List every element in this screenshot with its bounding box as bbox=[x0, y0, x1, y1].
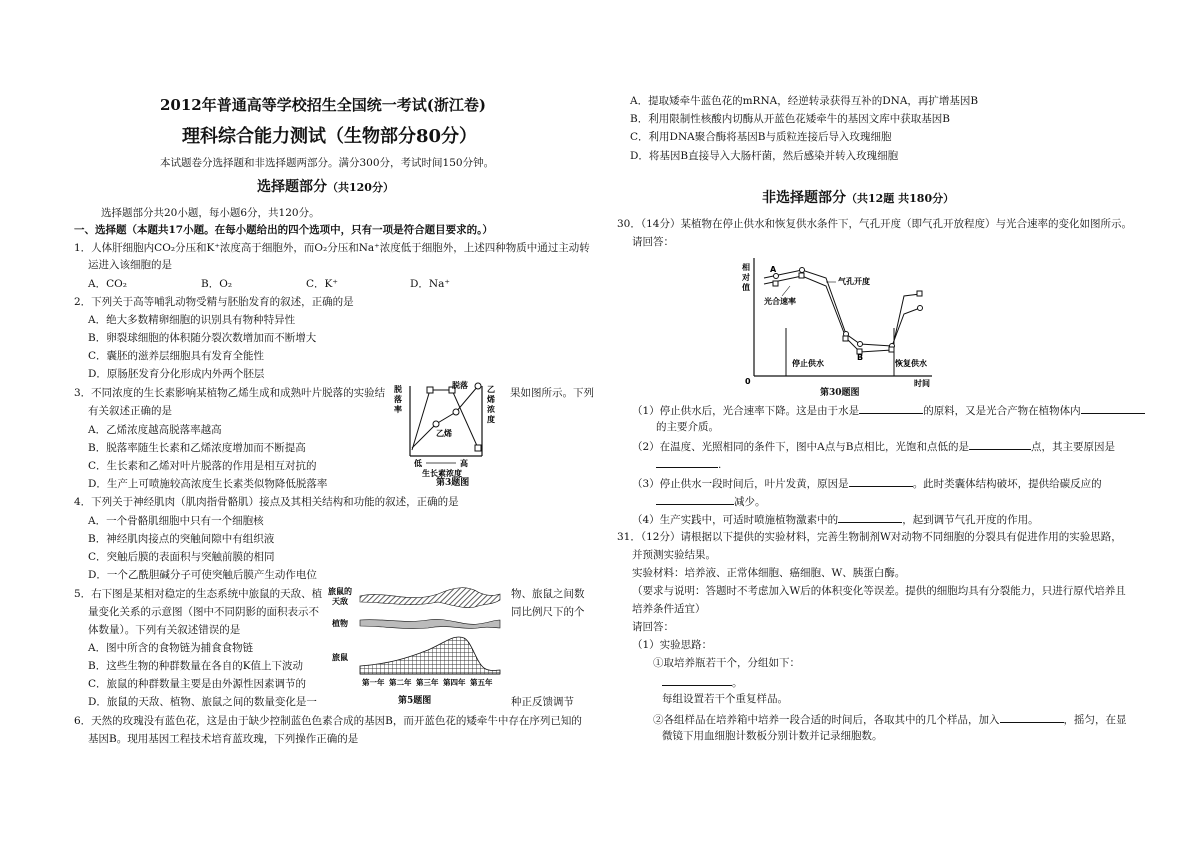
q31-stem-2: 并预测实验结果。 bbox=[632, 549, 716, 561]
section-points: （共120分） bbox=[327, 181, 394, 194]
q30-sub1-blank-1[interactable] bbox=[859, 402, 923, 414]
q6-stem-1: 6．天然的玫瑰没有蓝色花，这是由于缺少控制蓝色色素合成的基因B，而开蓝色花的矮牵牛中存在序列已知的 bbox=[74, 715, 582, 727]
q31-step1-blank[interactable] bbox=[662, 674, 732, 686]
q31-step2-line2: 微镜下用血细胞计数板分别计数并记录细胞数。 bbox=[662, 730, 883, 742]
q5-stem-3: 体数量）。下列有关叙述错误的是 bbox=[88, 624, 241, 636]
q2-stem: 2．下列关于高等哺乳动物受精与胚胎发育的叙述，正确的是 bbox=[74, 296, 354, 308]
q31-materials: 实验材料：培养液、正常体细胞、癌细胞、W、胰蛋白酶。 bbox=[632, 567, 906, 579]
fig30-label-stop: 停止供水 bbox=[792, 359, 824, 368]
fig3-ylabel-right-2: 烯 bbox=[487, 395, 495, 404]
fig30-label-resume: 恢复供水 bbox=[895, 359, 927, 368]
q3-option-a: A．乙烯浓度越高脱落率越高 bbox=[88, 424, 222, 436]
q30-sub1-line1 bbox=[632, 402, 1145, 418]
q5-option-a: A．图中所含的食物链为捕食食物链 bbox=[88, 642, 254, 654]
fig30-xlabel: 时间 bbox=[914, 379, 930, 388]
q4-option-b: B．神经肌肉接点的突触间隙中有组织液 bbox=[88, 533, 275, 545]
q31-step2-text-b: ，摇匀，在显 bbox=[1063, 714, 1127, 726]
q30-sub2-text-b: 点，其主要原因是 bbox=[1030, 441, 1115, 453]
q31-requirements-2: 培养条件适宜） bbox=[632, 603, 706, 615]
q6-option-c: C．利用DNA聚合酶将基因B与质粒连接后导入玫瑰细胞 bbox=[630, 131, 892, 143]
fig5-year-3: 第三年 bbox=[416, 678, 439, 687]
fig30-ylabel-1: 相 bbox=[742, 263, 750, 272]
q2-option-a: A．绝大多数精卵细胞的识别具有物种特异性 bbox=[88, 314, 296, 326]
fig5-band-lemming bbox=[360, 637, 500, 674]
q30-sub3-text-c: 减少。 bbox=[734, 496, 766, 508]
section-title-nonchoice: 非选择题部分 bbox=[762, 190, 846, 206]
q3-stem-2: 有关叙述正确的是 bbox=[88, 405, 172, 417]
fig5-year-4: 第四年 bbox=[443, 678, 466, 687]
q30-sub1-text-a: （1）停止供水后，光合速率下降。这是由于水是 bbox=[632, 405, 860, 417]
q3-stem-1-end: 果如图所示。下列 bbox=[510, 387, 594, 399]
q30-sub3-line2 bbox=[656, 493, 766, 509]
fig30-point-a: A bbox=[770, 265, 777, 274]
q30-sub2-text-a: （2）在温度、光照相同的条件下，图中A点与B点相比，光饱和点低的是 bbox=[632, 441, 969, 453]
fig5-band-plant bbox=[360, 619, 500, 628]
q30-sub2-line1 bbox=[632, 438, 1115, 454]
q3-option-b: B．脱落率随生长素和乙烯浓度增加而不断提高 bbox=[88, 442, 306, 454]
q5-stem-2-end: 同比例尺下的个 bbox=[511, 606, 585, 618]
part-one-heading: 一、选择题（本题共17小题。在每小题给出的四个选项中，只有一项是符合题目要求的。） bbox=[74, 224, 493, 236]
q30-sub1-text-b: 的原料，又是光合产物在植物体内 bbox=[923, 405, 1081, 417]
q4-stem: 4．下列关于神经肌肉（肌肉指骨骼肌）接点及其相关结构和功能的叙述，正确的是 bbox=[74, 496, 459, 508]
section-heading-nonchoice bbox=[762, 189, 954, 208]
fig5-band-enemy bbox=[360, 588, 500, 608]
fig3-curve-abscission bbox=[412, 390, 478, 450]
q6-option-d: D．将基因B直接导入大肠杆菌，然后感染并转入玫瑰细胞 bbox=[630, 150, 899, 162]
fig30-ylabel-3: 值 bbox=[742, 283, 750, 292]
q30-sub4-blank-1[interactable] bbox=[838, 511, 902, 523]
q5-option-d: D．旅鼠的天敌、植物、旅鼠之间的数量变化是一 bbox=[88, 696, 317, 708]
fig3-ylabel-left-1: 脱 bbox=[394, 385, 402, 394]
fig3-curve-label-ethylene: 乙烯 bbox=[436, 429, 452, 438]
q31-requirements-1: （要求与说明：答题时不考虑加入W后的体积变化等误差。提供的细胞均具有分裂能力，只进行原代培养且 bbox=[632, 585, 1126, 597]
figure-30 bbox=[742, 254, 942, 404]
fig5-year-1: 第一年 bbox=[362, 678, 385, 687]
q31-step2-text-a: ②各组样品在培养箱中培养一段合适的时间后，各取其中的几个样品，加入 bbox=[653, 714, 1000, 726]
q31-stem-1: 31．（12分）请根据以下提供的实验材料，完善生物制剂W对动物不同细胞的分裂具有促进作用的实验思路， bbox=[617, 531, 1122, 543]
figure-3 bbox=[390, 376, 508, 486]
figure-5 bbox=[328, 584, 508, 694]
fig5-label-enemy-1: 旅鼠的 bbox=[328, 587, 352, 596]
q30-sub4-text-a: （4）生产实践中，可适时喷施植物激素中的 bbox=[632, 514, 839, 526]
fig3-x-low: 低 bbox=[414, 459, 422, 468]
fig30-origin: 0 bbox=[745, 377, 751, 386]
q30-sub3-blank-1[interactable] bbox=[849, 475, 913, 487]
q5-stem-2: 量变化关系的示意图（图中不同阴影的面积表示不 bbox=[88, 606, 319, 618]
q6-option-a: A．提取矮牵牛蓝色花的mRNA，经逆转录获得互补的DNA，再扩增基因B bbox=[630, 95, 979, 107]
q30-stem-1: 30．（14分）某植物在停止供水和恢复供水条件下，气孔开度（即气孔开放程度）与光合速率的变化如图所示。 bbox=[617, 218, 1132, 230]
q31-step1-answer bbox=[662, 674, 743, 690]
fig5-caption: 第5题图 bbox=[398, 696, 432, 706]
fig30-ylabel-2: 对 bbox=[742, 273, 750, 282]
fig3-ylabel-right-1: 乙 bbox=[487, 385, 495, 394]
q4-option-d: D．一个乙酰胆碱分子可使突触后膜产生动作电位 bbox=[88, 569, 317, 581]
q30-sub2-blank-1[interactable] bbox=[969, 438, 1031, 450]
q3-option-d: D．生产上可喷施较高浓度生长素类似物降低脱落率 bbox=[88, 478, 328, 490]
q30-sub3-text-b: 。此时类囊体结构破坏，提供给碳反应的 bbox=[912, 478, 1102, 490]
q5-option-c: C．旅鼠的种群数量主要是由外源性因素调节的 bbox=[88, 678, 307, 690]
fig3-ylabel-left-2: 落 bbox=[394, 395, 402, 404]
section-title: 选择题部分 bbox=[257, 179, 327, 195]
fig5-year-5: 第五年 bbox=[470, 678, 493, 687]
choice-instruction: 选择题部分共20小题，每小题6分，共120分。 bbox=[101, 207, 320, 219]
q30-sub3-text-a: （3）停止供水一段时间后，叶片发黄，原因是 bbox=[632, 478, 849, 490]
q5-stem-1: 5．右下图是某相对稳定的生态系统中旅鼠的天敌、植 bbox=[74, 588, 323, 600]
q30-sub3-line1 bbox=[632, 475, 1102, 491]
q3-stem-1: 3．不同浓度的生长素影响某植物乙烯生成和成熟叶片脱落的实验结 bbox=[74, 387, 386, 399]
fig30-label-stomata: 气孔开度 bbox=[838, 277, 870, 286]
q4-option-a: A．一个骨骼肌细胞中只有一个细胞核 bbox=[88, 515, 264, 527]
q1-option-c: C．K⁺ bbox=[306, 278, 338, 290]
fig5-label-plant: 植物 bbox=[332, 619, 348, 628]
q1-option-d: D．Na⁺ bbox=[410, 278, 450, 290]
fig3-caption: 第3题图 bbox=[436, 478, 470, 488]
q31-step1: ①取培养瓶若干个，分组如下： bbox=[653, 657, 800, 669]
q30-sub4-text-b: ，起到调节气孔开度的作用。 bbox=[902, 514, 1039, 526]
q30-sub2-line2: . bbox=[656, 456, 721, 472]
fig30-label-photosynthesis: 光合速率 bbox=[764, 297, 796, 306]
q31-answer-prompt: 请回答： bbox=[632, 621, 674, 633]
fig30-point-b: B bbox=[857, 353, 864, 362]
q1-stem-2: 运进入该细胞的是 bbox=[88, 259, 172, 271]
q31-step2-line1 bbox=[653, 711, 1127, 727]
exam-note: 本试题卷分选择题和非选择题两部分。满分300分，考试时间150分钟。 bbox=[160, 157, 495, 169]
exam-title: 2012年普通高等学校招生全国统一考试(浙江卷) bbox=[160, 96, 486, 114]
q30-stem-2: 请回答： bbox=[632, 236, 674, 248]
q6-stem-2: 基因B。现用基因工程技术培育蓝玫瑰，下列操作正确的是 bbox=[88, 733, 359, 745]
q31-step1b: 每组设置若干个重复样品。 bbox=[662, 693, 788, 705]
q1-option-b: B．O₂ bbox=[201, 278, 233, 290]
q30-sub1-line2: 的主要介质。 bbox=[656, 421, 719, 433]
q2-option-d: D．原肠胚发育分化形成内外两个胚层 bbox=[88, 368, 265, 380]
q5-stem-1-end: 物、旅鼠之间数 bbox=[511, 588, 585, 600]
fig3-ylabel-right-3: 浓 bbox=[487, 405, 495, 414]
q31-step2-blank[interactable] bbox=[1000, 711, 1064, 723]
q31-step1-tail: 。 bbox=[732, 677, 743, 689]
fig3-xlabel: 生长素浓度 bbox=[422, 469, 462, 478]
q30-sub4-line1 bbox=[632, 511, 1039, 527]
fig3-x-high: 高 bbox=[460, 459, 468, 468]
exam-subtitle: 理科综合能力测试（生物部分80分） bbox=[182, 126, 478, 147]
section-points-nonchoice: （共12题 共180分） bbox=[846, 192, 955, 205]
q5-option-d-end: 种正反馈调节 bbox=[511, 696, 574, 708]
fig30-caption: 第30题图 bbox=[820, 388, 860, 398]
fig5-year-2: 第二年 bbox=[389, 678, 412, 687]
q5-option-b: B．这些生物的种群数量在各自的K值上下波动 bbox=[88, 660, 304, 672]
q31-sub1: （1）实验思路： bbox=[632, 639, 713, 651]
fig5-label-lemming: 旅鼠 bbox=[332, 653, 348, 662]
q2-option-b: B．卵裂球细胞的体积随分裂次数增加而不断增大 bbox=[88, 332, 317, 344]
fig3-ylabel-left-3: 率 bbox=[394, 405, 402, 414]
fig3-ylabel-right-4: 度 bbox=[487, 415, 495, 424]
q6-option-b: B．利用限制性核酸内切酶从开蓝色花矮牵牛的基因文库中获取基因B bbox=[630, 113, 950, 125]
fig3-curve-label-abscission: 脱落 bbox=[452, 381, 468, 390]
q1-stem-1: 1．人体肝细胞内CO₂分压和K⁺浓度高于细胞外，而O₂分压和Na⁺浓度低于细胞外，上述四种物质中通过主动转 bbox=[74, 242, 590, 254]
q30-sub3-blank-2[interactable] bbox=[656, 493, 734, 505]
q1-option-a: A．CO₂ bbox=[88, 278, 127, 290]
q4-option-c: C．突触后膜的表面积与突触前膜的相同 bbox=[88, 551, 275, 563]
fig30-curve-stomata bbox=[764, 276, 920, 352]
q30-sub2-blank-2[interactable] bbox=[656, 456, 718, 468]
fig5-label-enemy-2: 天敌 bbox=[332, 597, 348, 606]
section-heading-choice bbox=[257, 178, 394, 197]
q2-option-c: C．囊胚的滋养层细胞具有发育全能性 bbox=[88, 350, 265, 362]
q3-option-c: C．生长素和乙烯对叶片脱落的作用是相互对抗的 bbox=[88, 460, 317, 472]
q30-sub1-blank-2[interactable] bbox=[1081, 402, 1145, 414]
